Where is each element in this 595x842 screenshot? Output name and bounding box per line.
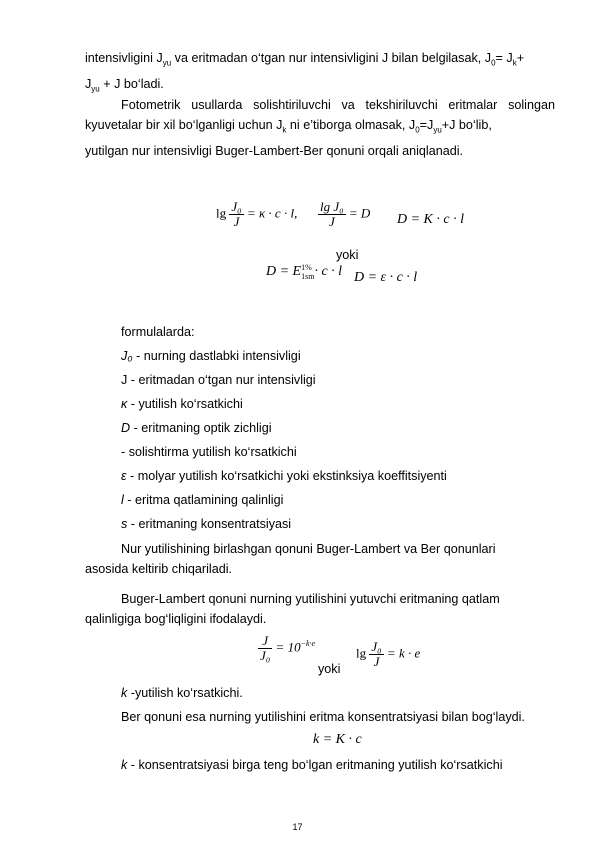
text: Nur yutilishining birlashgan qonuni Buger-Lambert va Ber qonunlari <box>121 542 496 556</box>
text: Buger-Lambert qonuni nurning yutilishini yutuvchi eritmaning qatlam <box>121 592 500 606</box>
formula-8: k = K · c <box>313 732 362 747</box>
subscript: yu <box>91 84 100 94</box>
subscript: yu <box>433 125 442 135</box>
paragraph-2-last-line: yutilgan nur intensivligi Buger-Lambert-Ber qonuni orqali aniqlanadi. <box>85 143 464 158</box>
yoki-text: yoki <box>318 662 341 676</box>
definition-j0 <box>121 347 301 365</box>
text: +J bo‘lib, <box>441 118 492 132</box>
formula-1 <box>216 200 297 229</box>
text: D = E <box>266 264 302 280</box>
text: - konsentratsiyasi birga teng bo‘lgan eritmaning yutilish ko‘rsatkichi <box>127 758 503 772</box>
definition-d <box>121 419 272 437</box>
formula-7 <box>356 640 420 669</box>
denominator: J <box>233 214 240 229</box>
paragraph-3 <box>85 539 555 579</box>
text: - eritmaning optik zichligi <box>130 421 272 435</box>
subscript: 0 <box>491 58 496 68</box>
text: - nurning dastlabki intensivligi <box>132 349 301 363</box>
formula-2 <box>318 200 370 229</box>
text: lg <box>216 205 227 221</box>
numerator: J <box>258 634 272 649</box>
text: intensivligini J <box>85 51 163 65</box>
yoki-text: yoki <box>336 248 359 262</box>
text: - molyar yutilish ko‘rsatkichi yoki ekstinksiya koeffitsiyenti <box>126 469 447 483</box>
fraction <box>369 640 383 669</box>
text: - yutilish ko‘rsatkichi <box>127 397 243 411</box>
paragraph-4-last-line: qalinligiga bog‘liqligini ifodalaydi. <box>85 612 267 626</box>
denominator: J <box>373 654 380 669</box>
text: - solishtirma yutilish ko‘rsatkichi <box>121 445 297 459</box>
formula-5: D = ε · c · l <box>354 270 418 285</box>
definition-specific-absorption <box>121 443 297 461</box>
text: ni e’tiborga olmasak, J <box>286 118 416 132</box>
text: = k · e <box>386 645 421 661</box>
symbol: s <box>121 517 128 531</box>
k2-definition <box>121 756 503 774</box>
numerator: lg J₀ <box>320 199 344 214</box>
symbol: D <box>121 421 131 435</box>
superscript: 1% <box>301 263 312 272</box>
text: va eritmadan o‘tgan nur intensivligini J bilan belgilasak, J <box>171 51 492 65</box>
subscript: k <box>512 58 517 68</box>
formulalarda-label: formulalarda: <box>121 325 195 339</box>
text: - eritmaning konsentratsiyasi <box>127 517 292 531</box>
denominator: J₀ <box>260 648 271 663</box>
text: - eritma qatlamining qalinligi <box>123 493 284 507</box>
formula-6 <box>258 634 315 663</box>
symbol: ε <box>121 469 127 483</box>
symbol: k <box>121 686 128 700</box>
numerator: J₀ <box>231 199 242 214</box>
definition-kappa <box>121 395 243 413</box>
text: J - eritmadan o‘tgan nur intensivligi <box>121 373 316 387</box>
numerator: J₀ <box>371 639 382 654</box>
text: =J <box>419 118 434 132</box>
symbol: k <box>121 758 128 772</box>
text: · c · l <box>314 264 343 280</box>
page-number: 17 <box>292 822 303 832</box>
text: = D <box>348 205 371 221</box>
subscript: 1sm <box>301 272 315 281</box>
symbol: J₀ <box>121 349 133 363</box>
k-definition <box>121 684 243 702</box>
text: Fotometrik usullarda solishtiriluvchi va tekshiriluvchi eritmalar solingan kyuvetalar bir xil bo‘lganligi uchun J <box>85 98 555 132</box>
paragraph-3-last-line: asosida keltirib chiqariladi. <box>85 562 232 576</box>
paragraph-1 <box>85 48 555 99</box>
subscript: k <box>282 125 287 135</box>
ber-law-sentence: Ber qonuni esa nurning yutilishini eritma konsentratsiyasi bilan bog‘laydi. <box>121 710 525 724</box>
fraction <box>229 200 243 229</box>
paragraph-2 <box>85 95 555 161</box>
denominator: J <box>328 214 335 229</box>
text: lg <box>356 645 367 661</box>
definition-epsilon <box>121 467 447 485</box>
paragraph-4 <box>85 589 555 629</box>
text: J <box>85 76 92 91</box>
symbol: l <box>121 493 124 507</box>
definition-s <box>121 515 291 533</box>
subscript: yu <box>162 58 172 68</box>
text: + J bo‘ladi. <box>99 76 164 91</box>
text: + <box>516 51 525 65</box>
text: = J <box>495 51 513 65</box>
definition-l <box>121 491 283 509</box>
symbol: κ <box>121 397 128 411</box>
formula-3: D = K · c · l <box>397 212 464 227</box>
text: -yutilish ko‘rsatkichi. <box>127 686 243 700</box>
definition-j <box>121 371 316 389</box>
fraction <box>258 634 272 663</box>
superscript: −k·e <box>300 639 316 649</box>
subscript: 0 <box>415 125 420 135</box>
text: = κ · c · l, <box>246 205 298 221</box>
text: = 10 <box>275 639 301 655</box>
fraction <box>318 200 346 229</box>
formula-4 <box>266 263 342 281</box>
